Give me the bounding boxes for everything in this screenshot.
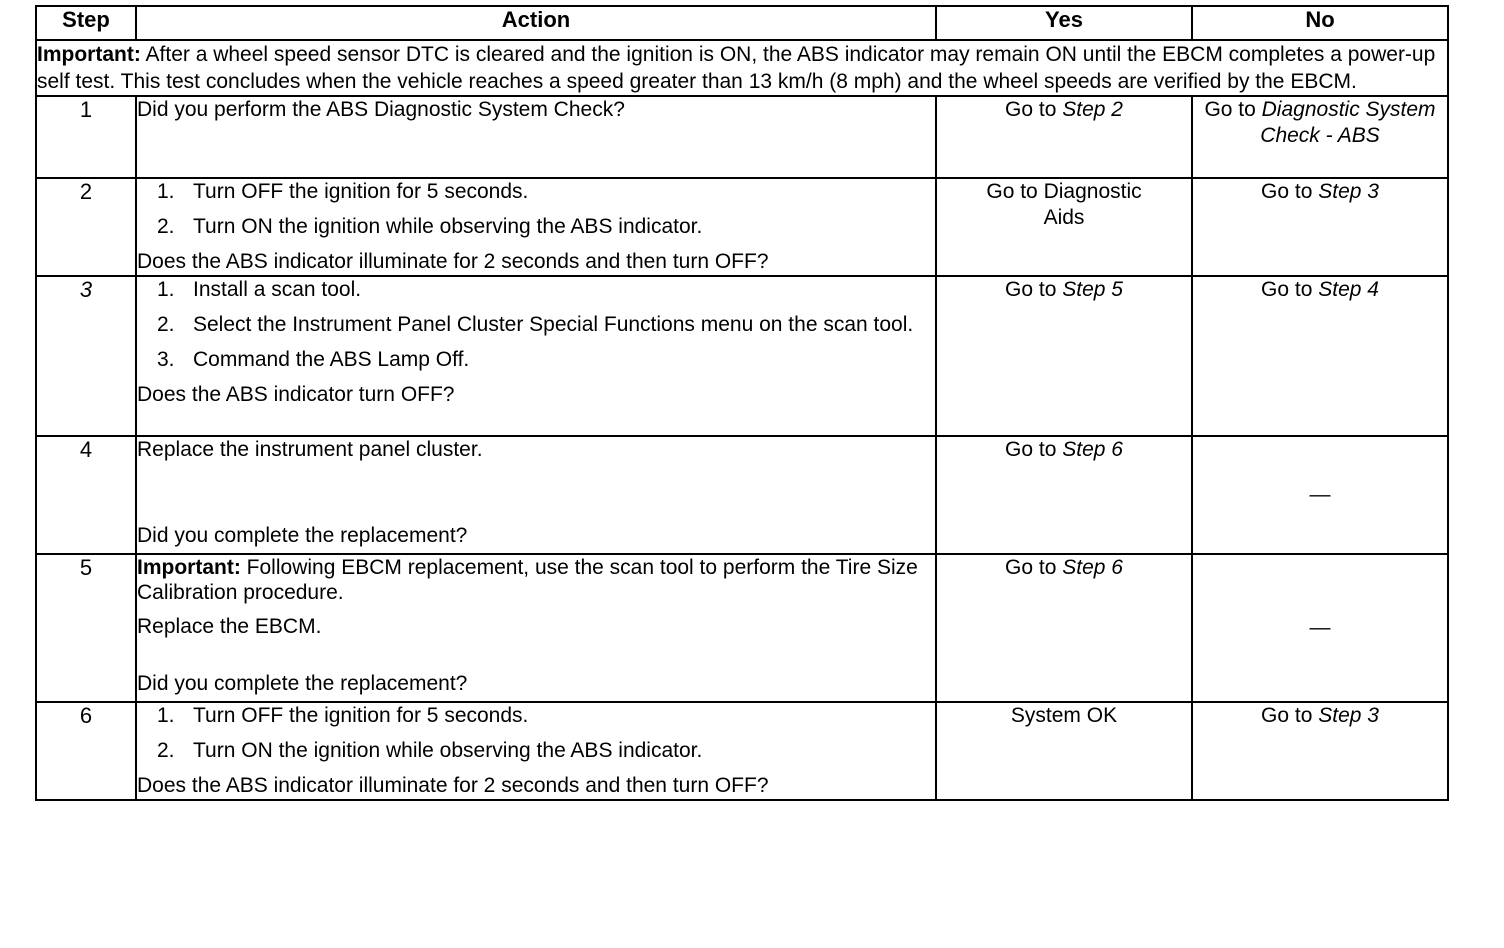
question-text: Did you perform the ABS Diagnostic System Check? xyxy=(137,98,625,121)
list-item xyxy=(157,703,935,729)
no-cell xyxy=(1192,554,1448,702)
yes-cell xyxy=(936,276,1192,436)
yes-link[interactable]: Go to Diagnostic Aids xyxy=(986,180,1142,229)
yes-cell xyxy=(936,96,1192,178)
important-label: Important: xyxy=(137,556,241,579)
action-cell xyxy=(136,178,936,276)
yes-cell xyxy=(936,436,1192,554)
list-item xyxy=(157,277,935,303)
table-row xyxy=(36,436,1448,554)
table-row xyxy=(36,96,1448,178)
no-prefix: Go to xyxy=(1261,180,1319,203)
no-dash: — xyxy=(1309,616,1331,639)
no-prefix: Go to xyxy=(1261,278,1319,301)
list-item-number: 2. xyxy=(157,313,175,336)
no-link[interactable]: Step 3 xyxy=(1318,180,1379,203)
list-item-number: 1. xyxy=(157,278,175,301)
list-item-number: 1. xyxy=(157,704,175,727)
action-cell xyxy=(136,276,936,436)
table-row xyxy=(36,276,1448,436)
important-note-row xyxy=(36,40,1448,96)
list-item-text: Turn OFF the ignition for 5 seconds. xyxy=(193,180,529,203)
yes-link[interactable]: Step 5 xyxy=(1062,278,1123,301)
action-cell xyxy=(136,96,936,178)
list-item xyxy=(157,214,935,240)
diagnostic-table xyxy=(35,5,1449,801)
no-link[interactable]: Step 3 xyxy=(1318,704,1379,727)
step-number: 1 xyxy=(36,96,136,178)
no-link[interactable]: Diagnostic System Check - ABS xyxy=(1260,98,1436,147)
list-item-text: Turn ON the ignition while observing the ABS indicator. xyxy=(193,739,703,762)
header-yes: Yes xyxy=(936,6,1192,40)
question-text: Does the ABS indicator illuminate for 2 seconds and then turn OFF? xyxy=(137,774,769,797)
list-item-text: Turn ON the ignition while observing the ABS indicator. xyxy=(193,215,703,238)
list-item-number: 2. xyxy=(157,215,175,238)
table-row xyxy=(36,702,1448,800)
question-text: Does the ABS indicator illuminate for 2 seconds and then turn OFF? xyxy=(137,250,769,273)
yes-link[interactable]: Step 6 xyxy=(1062,438,1123,461)
list-item xyxy=(157,179,935,205)
header-no: No xyxy=(1192,6,1448,40)
step-number: 3 xyxy=(36,276,136,436)
list-item-number: 2. xyxy=(157,739,175,762)
action-cell xyxy=(136,702,936,800)
no-cell xyxy=(1192,276,1448,436)
action-text: Replace the EBCM. xyxy=(137,615,322,638)
step-number: 6 xyxy=(36,702,136,800)
list-item-text: Select the Instrument Panel Cluster Special Functions menu on the scan tool. xyxy=(193,313,914,336)
important-label: Important: xyxy=(37,43,141,66)
list-item-text: Install a scan tool. xyxy=(193,278,362,301)
yes-cell xyxy=(936,554,1192,702)
yes-link[interactable]: Step 2 xyxy=(1062,98,1123,121)
action-text: Replace the instrument panel cluster. xyxy=(137,438,483,461)
list-item xyxy=(157,347,935,373)
no-prefix: Go to xyxy=(1204,98,1262,121)
yes-prefix: Go to xyxy=(1005,98,1063,121)
no-cell xyxy=(1192,178,1448,276)
no-dash: — xyxy=(1309,483,1331,506)
yes-prefix: Go to xyxy=(1005,438,1063,461)
header-step: Step xyxy=(36,6,136,40)
question-text: Did you complete the replacement? xyxy=(137,524,468,547)
yes-prefix: Go to xyxy=(1005,278,1063,301)
list-item-number: 1. xyxy=(157,180,175,203)
action-cell xyxy=(136,436,936,554)
no-cell xyxy=(1192,436,1448,554)
important-text: Following EBCM replacement, use the scan tool to perform the Tire Size Calibration procedure. xyxy=(137,556,918,604)
list-item-text: Command the ABS Lamp Off. xyxy=(193,348,470,371)
no-prefix: Go to xyxy=(1261,704,1319,727)
no-link[interactable]: Step 4 xyxy=(1318,278,1379,301)
yes-text: System OK xyxy=(1010,704,1118,727)
yes-cell xyxy=(936,702,1192,800)
important-note xyxy=(36,40,1448,96)
no-cell xyxy=(1192,96,1448,178)
list-item-text: Turn OFF the ignition for 5 seconds. xyxy=(193,704,529,727)
step-number: 5 xyxy=(36,554,136,702)
diagnostic-table-sheet xyxy=(35,5,1447,801)
action-cell xyxy=(136,554,936,702)
important-text: After a wheel speed sensor DTC is cleared and the ignition is ON, the ABS indicator may remain ON until the EBCM completes a power-up self test. This test concludes when the vehicle reaches a speed greater than 13 km/h (8 mph) and the wheel speeds are verified by the EBCM. xyxy=(37,43,1436,93)
yes-cell xyxy=(936,178,1192,276)
no-cell xyxy=(1192,702,1448,800)
yes-link[interactable]: Step 6 xyxy=(1062,556,1123,579)
step-number: 4 xyxy=(36,436,136,554)
list-item-number: 3. xyxy=(157,348,175,371)
list-item xyxy=(157,738,935,764)
important-note xyxy=(137,555,935,605)
table-row xyxy=(36,554,1448,702)
step-number: 2 xyxy=(36,178,136,276)
question-text: Does the ABS indicator turn OFF? xyxy=(137,383,455,406)
list-item xyxy=(157,312,935,338)
question-text: Did you complete the replacement? xyxy=(137,672,468,695)
yes-prefix: Go to xyxy=(1005,556,1063,579)
table-row xyxy=(36,178,1448,276)
table-header-row xyxy=(36,6,1448,40)
header-action: Action xyxy=(136,6,936,40)
